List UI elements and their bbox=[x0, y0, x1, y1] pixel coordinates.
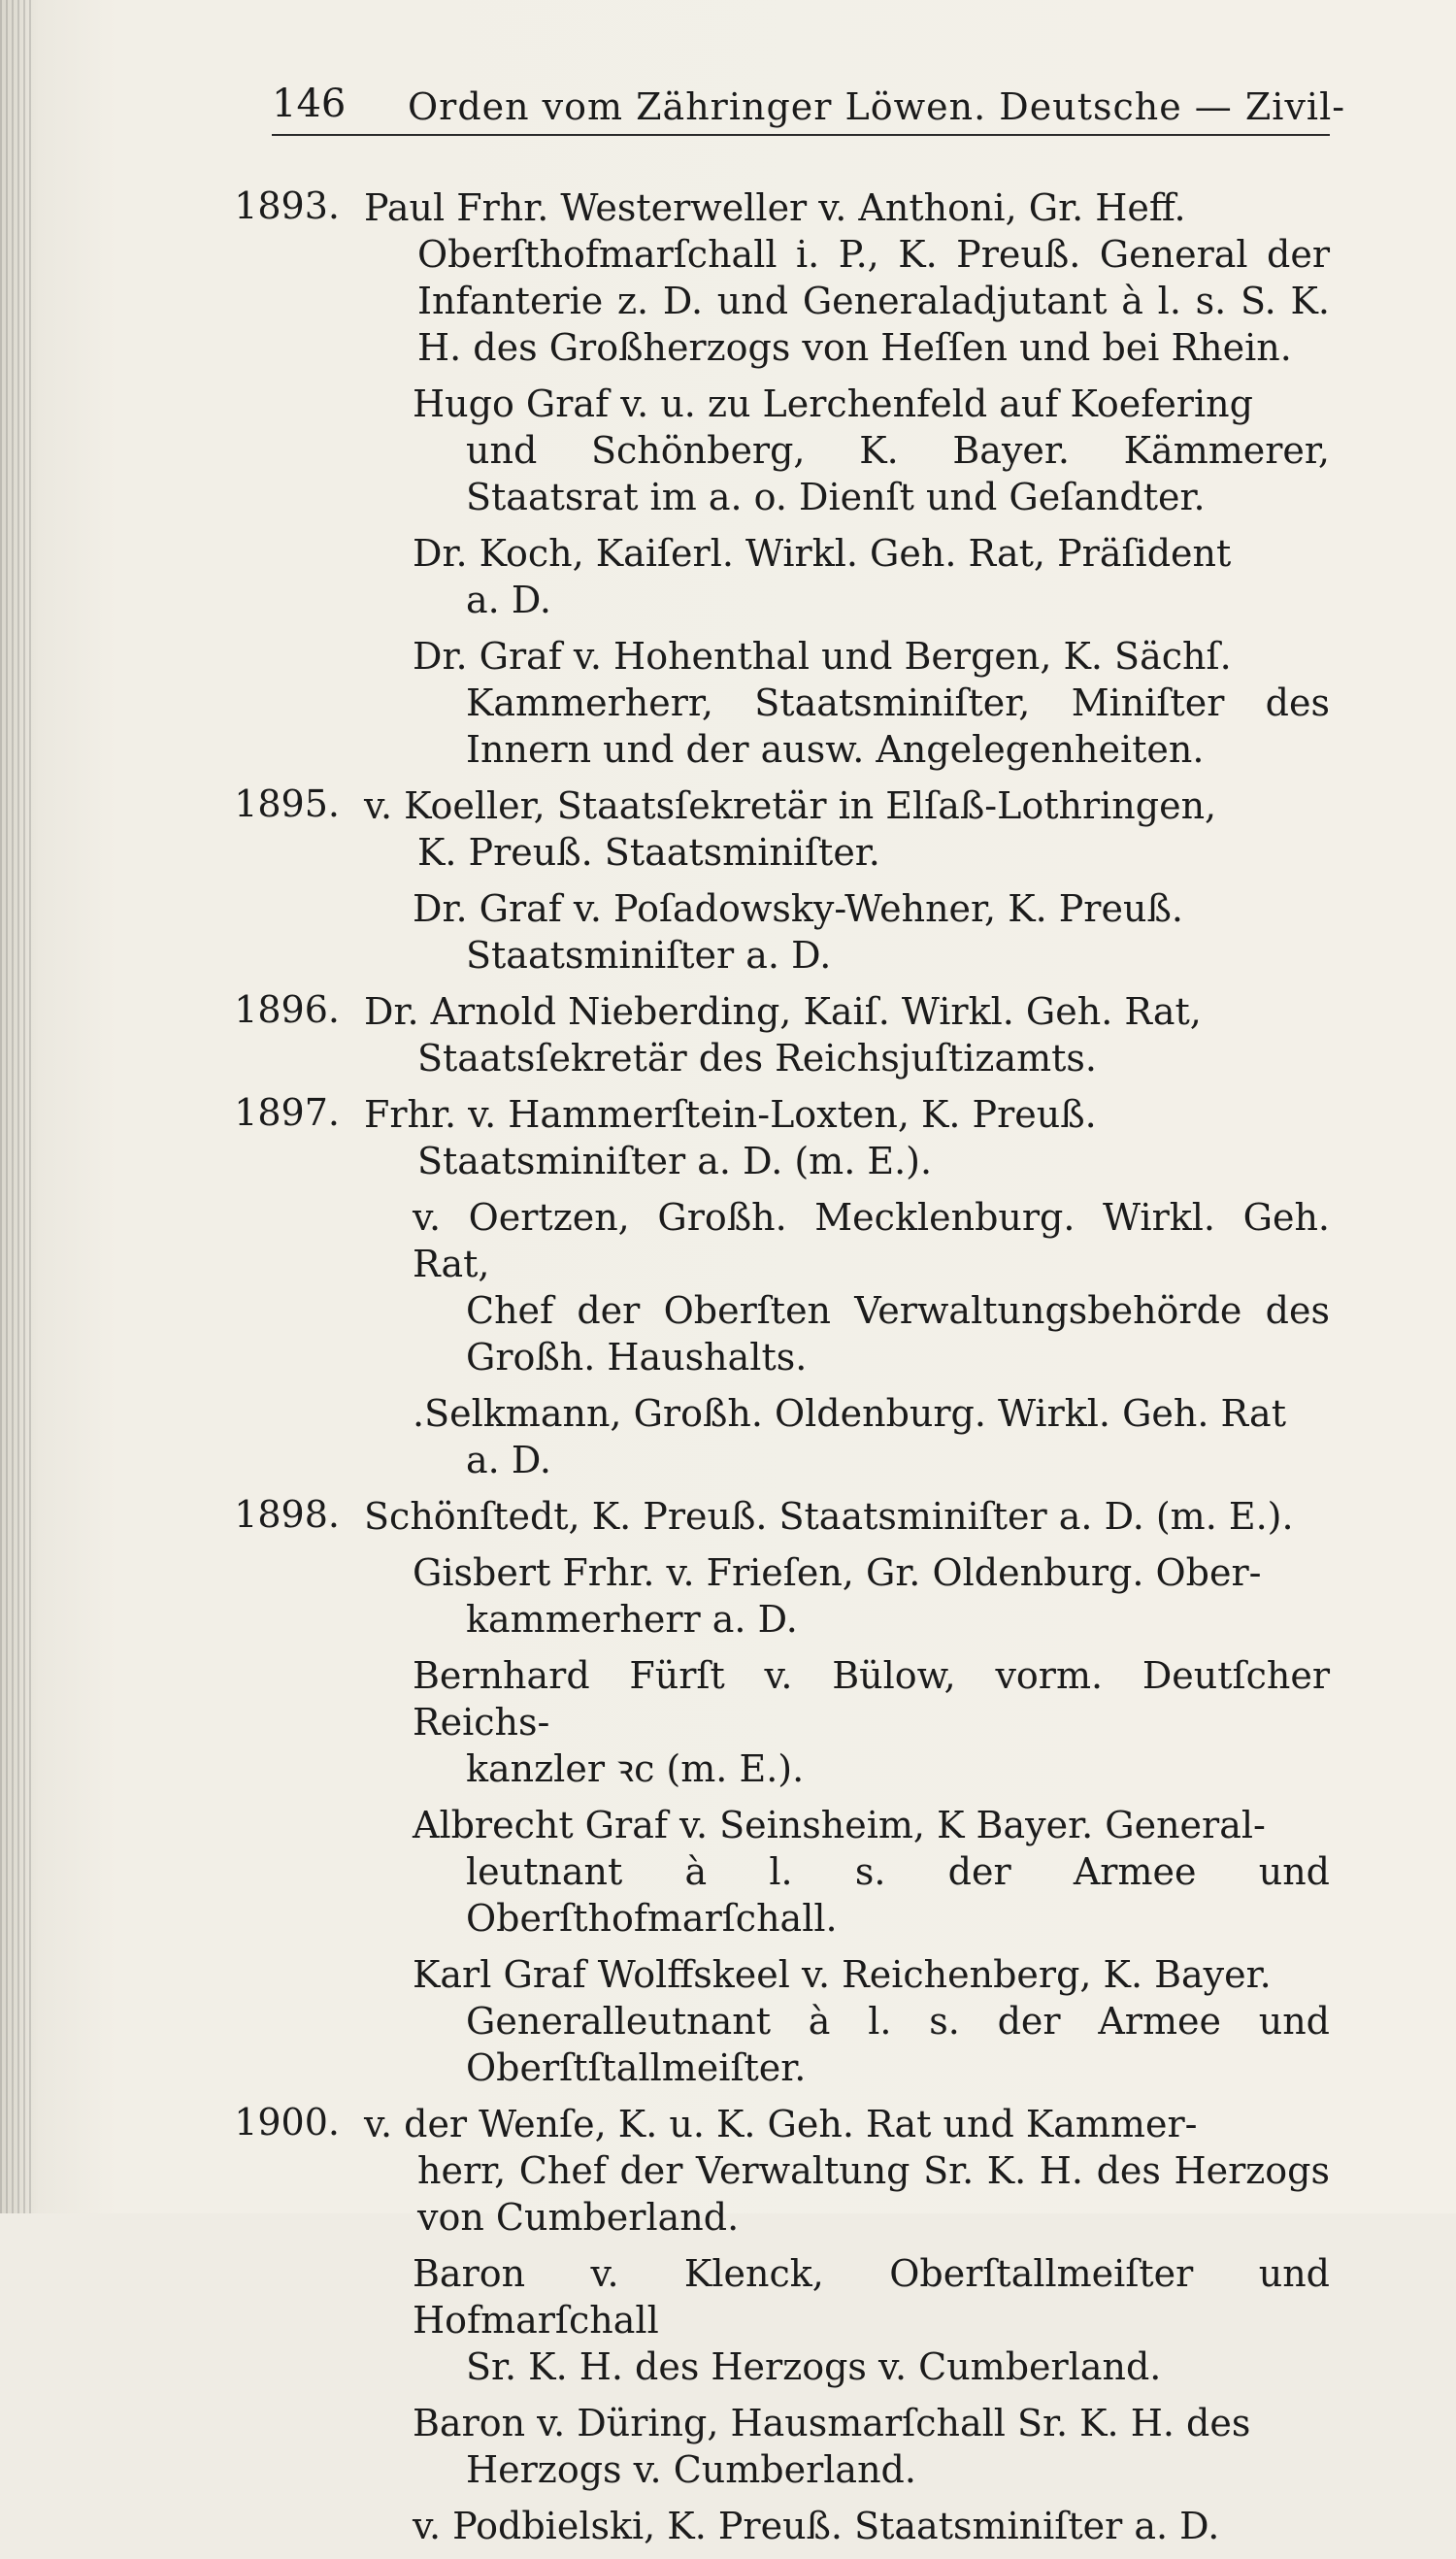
entry-continuation: Staatsminiſter a. D. (m. E.). bbox=[417, 1140, 933, 1182]
entry-continuation: kammerherr a. D. bbox=[466, 1598, 798, 1641]
entry-text bbox=[413, 530, 1330, 623]
entry-lead: Gisbert Frhr. v. Frieſen, Gr. Oldenburg. Ober- bbox=[413, 1551, 1262, 1594]
entry-text bbox=[364, 782, 1330, 876]
entry-lead: v. Podbielski, K. Preuß. Staatsminiſter a. D. bbox=[413, 2505, 1220, 2547]
entry-continuation: Sr. K. H. des Herzogs v. Cumberland. bbox=[466, 2345, 1162, 2388]
page-gutter bbox=[0, 0, 35, 2213]
entry-text bbox=[364, 988, 1330, 1081]
running-head: Orden vom Zähringer Löwen. Deutsche — Zivil- bbox=[408, 85, 1346, 128]
entry-continuation: Chef der Oberſten Verwaltungsbehörde des Großh. Haushalts. bbox=[466, 1289, 1330, 1379]
entry-continuation: a. D. bbox=[466, 579, 552, 621]
entry-continuation: a. D. bbox=[466, 1439, 552, 1481]
entry-lead: Bernhard Fürſt v. Bülow, vorm. Deutſcher Reichs- bbox=[413, 1654, 1330, 1744]
entry-continuation: herr, Chef der Verwaltung Sr. K. H. des Herzogs von Cumberland. bbox=[417, 2149, 1330, 2239]
entry-lead: v. Oertzen, Großh. Mecklenburg. Wirkl. Geh. Rat, bbox=[413, 1196, 1330, 1285]
list-item bbox=[223, 1194, 1330, 1380]
entry-lead: v. Koeller, Staatsſekretär in Elſaß-Lothringen, bbox=[364, 784, 1217, 827]
entry-lead: Dr. Graf v. Poſadowsky-Wehner, K. Preuß. bbox=[413, 887, 1183, 930]
list-item bbox=[223, 530, 1330, 623]
entry-year: 1896. bbox=[234, 988, 340, 1031]
entry-text bbox=[413, 2400, 1330, 2493]
entry-continuation: Herzogs v. Cumberland. bbox=[466, 2448, 916, 2491]
entry-text bbox=[413, 1390, 1330, 1483]
entry-text bbox=[413, 1194, 1330, 1380]
entry-text bbox=[364, 1493, 1330, 1540]
entry-lead: Dr. Koch, Kaiſerl. Wirkl. Geh. Rat, Präſident bbox=[413, 532, 1232, 575]
entry-text bbox=[364, 1091, 1330, 1184]
entry-text bbox=[413, 633, 1330, 773]
entry-list bbox=[223, 184, 1330, 2559]
entry-lead: Albrecht Graf v. Seinsheim, K Bayer. General- bbox=[413, 1804, 1266, 1846]
entry-continuation: Staatsminiſter a. D. bbox=[466, 934, 832, 977]
entry-text bbox=[364, 2101, 1330, 2241]
entry-text bbox=[413, 2250, 1330, 2390]
list-item bbox=[223, 2250, 1330, 2390]
entry-continuation: Oberſthofmarſchall i. P., K. Preuß. General der Infanterie z. D. und Generaladjutant à l. s. S. K. H. des Großherzogs von Heſſen und bei Rhein. bbox=[417, 233, 1330, 369]
entry-lead: v. der Wenſe, K. u. K. Geh. Rat und Kammer- bbox=[364, 2103, 1198, 2145]
entry-continuation: K. Preuß. Staatsminiſter. bbox=[417, 831, 880, 874]
entry-year: 1895. bbox=[234, 782, 340, 825]
entry-text bbox=[413, 885, 1330, 979]
list-item bbox=[223, 184, 1330, 371]
list-item bbox=[223, 885, 1330, 979]
entry-text bbox=[413, 1549, 1330, 1643]
entry-continuation: leutnant à l. s. der Armee und Oberſthofmarſchall. bbox=[466, 1850, 1330, 1940]
entry-text bbox=[413, 1652, 1330, 1792]
page-header bbox=[272, 76, 1346, 136]
entry-continuation: kanzler ꝛc (m. E.). bbox=[466, 1747, 805, 1790]
list-item bbox=[223, 782, 1330, 876]
entry-lead: Baron v. Düring, Hausmarſchall Sr. K. H. des bbox=[413, 2402, 1251, 2444]
entry-text bbox=[413, 1802, 1330, 1942]
list-item bbox=[223, 2101, 1330, 2241]
entry-lead: Dr. Graf v. Hohenthal und Bergen, K. Sächſ. bbox=[413, 635, 1232, 678]
entry-year: 1897. bbox=[234, 1091, 340, 1134]
page-number: 146 bbox=[272, 82, 347, 126]
entry-continuation: Kammerherr, Staatsminiſter, Miniſter des Innern und der ausw. Angelegenheiten. bbox=[466, 681, 1330, 771]
list-item bbox=[223, 1549, 1330, 1643]
entry-continuation: Staatsſekretär des Reichsjuſtizamts. bbox=[417, 1037, 1097, 1080]
entry-text bbox=[413, 2503, 1330, 2549]
list-item bbox=[223, 1390, 1330, 1483]
entry-text bbox=[364, 184, 1330, 371]
list-item bbox=[223, 2400, 1330, 2493]
entry-lead: Baron v. Klenck, Oberſtallmeiſter und Hofmarſchall bbox=[413, 2252, 1330, 2342]
entry-lead: Schönſtedt, K. Preuß. Staatsminiſter a. D. (m. E.). bbox=[364, 1495, 1294, 1538]
list-item bbox=[223, 381, 1330, 520]
list-item bbox=[223, 1493, 1330, 1540]
entry-continuation: und Schönberg, K. Bayer. Kämmerer, Staatsrat im a. o. Dienſt und Geſandter. bbox=[466, 429, 1330, 518]
entry-lead: Karl Graf Wolffskeel v. Reichenberg, K. Bayer. bbox=[413, 1953, 1272, 1996]
entry-text bbox=[413, 1951, 1330, 2091]
entry-year: 1900. bbox=[234, 2101, 340, 2144]
entry-lead: Frhr. v. Hammerſtein-Loxten, K. Preuß. bbox=[364, 1093, 1097, 1136]
entry-year: 1893. bbox=[234, 184, 340, 227]
list-item bbox=[223, 1802, 1330, 1942]
list-item bbox=[223, 2503, 1330, 2549]
entry-lead: Paul Frhr. Westerweller v. Anthoni, Gr. Heff. bbox=[364, 186, 1186, 229]
list-item bbox=[223, 1091, 1330, 1184]
entry-year: 1898. bbox=[234, 1493, 340, 1536]
list-item bbox=[223, 633, 1330, 773]
entry-lead: .Selkmann, Großh. Oldenburg. Wirkl. Geh. Rat bbox=[413, 1392, 1286, 1435]
entry-continuation: Generalleutnant à l. s. der Armee und Oberſtſtallmeiſter. bbox=[466, 2000, 1330, 2089]
entry-lead: Hugo Graf v. u. zu Lerchenfeld auf Koefering bbox=[413, 382, 1253, 425]
list-item bbox=[223, 1951, 1330, 2091]
entry-text bbox=[413, 381, 1330, 520]
list-item bbox=[223, 988, 1330, 1081]
entry-lead: Dr. Arnold Nieberding, Kaiſ. Wirkl. Geh. Rat, bbox=[364, 990, 1202, 1033]
list-item bbox=[223, 1652, 1330, 1792]
